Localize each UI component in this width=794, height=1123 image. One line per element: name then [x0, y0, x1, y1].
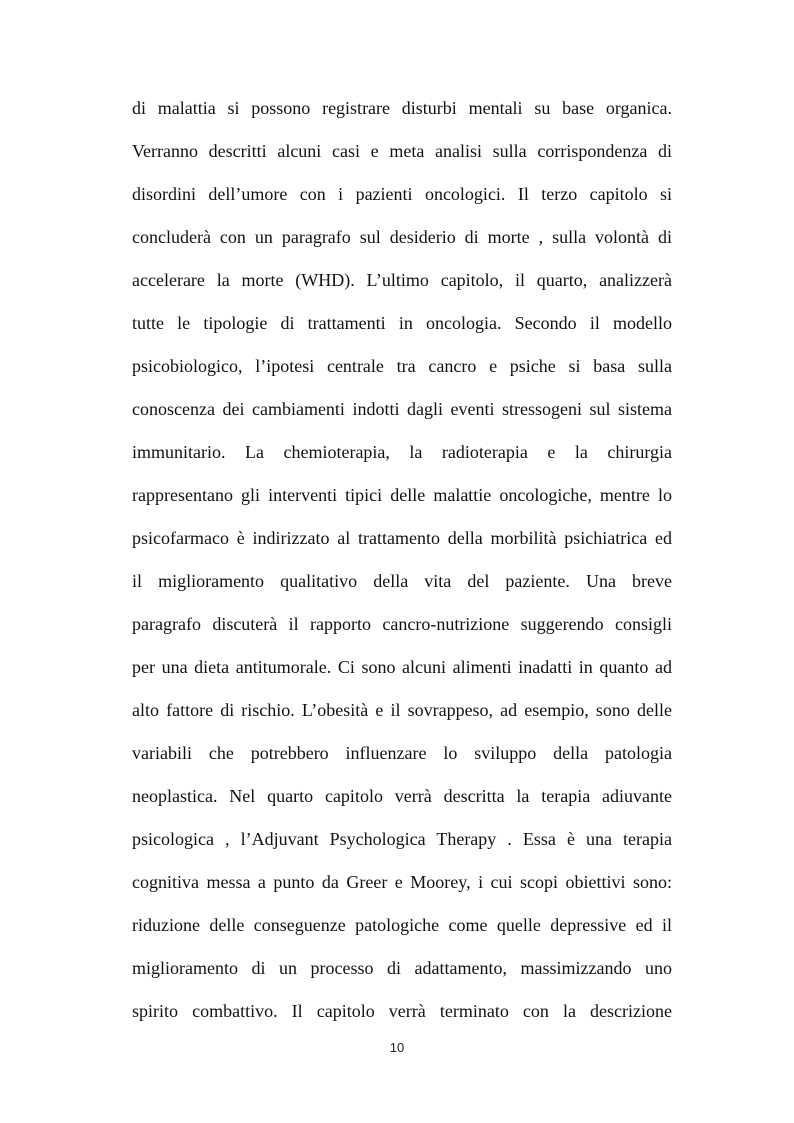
text-line: Verranno descritti alcuni casi e meta analisi sulla corrispondenza di: [132, 141, 672, 161]
text-line: alto fattore di rischio. L’obesità e il sovrappeso, ad esempio, sono delle: [132, 700, 672, 720]
text-line: psicobiologico, l’ipotesi centrale tra cancro e psiche si basa sulla: [132, 356, 672, 376]
text-line: variabili che potrebbero influenzare lo sviluppo della patologia: [132, 743, 672, 763]
text-line: riduzione delle conseguenze patologiche come quelle depressive ed il: [132, 915, 672, 935]
text-line: psicofarmaco è indirizzato al trattamento della morbilità psichiatrica ed: [132, 528, 672, 548]
text-line: neoplastica. Nel quarto capitolo verrà descritta la terapia adiuvante: [132, 786, 672, 806]
text-line: psicologica , l’Adjuvant Psychologica Therapy . Essa è una terapia: [132, 829, 672, 849]
body-text: [132, 87, 672, 1033]
text-line: conoscenza dei cambiamenti indotti dagli eventi stressogeni sul sistema: [132, 399, 672, 419]
text-line: paragrafo discuterà il rapporto cancro-nutrizione suggerendo consigli: [132, 614, 672, 634]
text-line: tutte le tipologie di trattamenti in oncologia. Secondo il modello: [132, 313, 672, 333]
text-line: concluderà con un paragrafo sul desiderio di morte , sulla volontà di: [132, 227, 672, 247]
text-line: di malattia si possono registrare disturbi mentali su base organica.: [132, 98, 672, 118]
text-line: disordini dell’umore con i pazienti oncologici. Il terzo capitolo si: [132, 184, 672, 204]
page-number: 10: [389, 1040, 405, 1055]
text-line: accelerare la morte (WHD). L’ultimo capitolo, il quarto, analizzerà: [132, 270, 672, 290]
text-line: miglioramento di un processo di adattamento, massimizzando uno: [132, 958, 672, 978]
text-line: spirito combattivo. Il capitolo verrà terminato con la descrizione: [132, 1001, 672, 1021]
text-line: cognitiva messa a punto da Greer e Moorey, i cui scopi obiettivi sono:: [132, 872, 672, 892]
text-line: il miglioramento qualitativo della vita del paziente. Una breve: [132, 571, 672, 591]
text-line: rappresentano gli interventi tipici delle malattie oncologiche, mentre lo: [132, 485, 672, 505]
text-line: per una dieta antitumorale. Ci sono alcuni alimenti inadatti in quanto ad: [132, 657, 672, 677]
text-line: immunitario. La chemioterapia, la radioterapia e la chirurgia: [132, 442, 672, 462]
